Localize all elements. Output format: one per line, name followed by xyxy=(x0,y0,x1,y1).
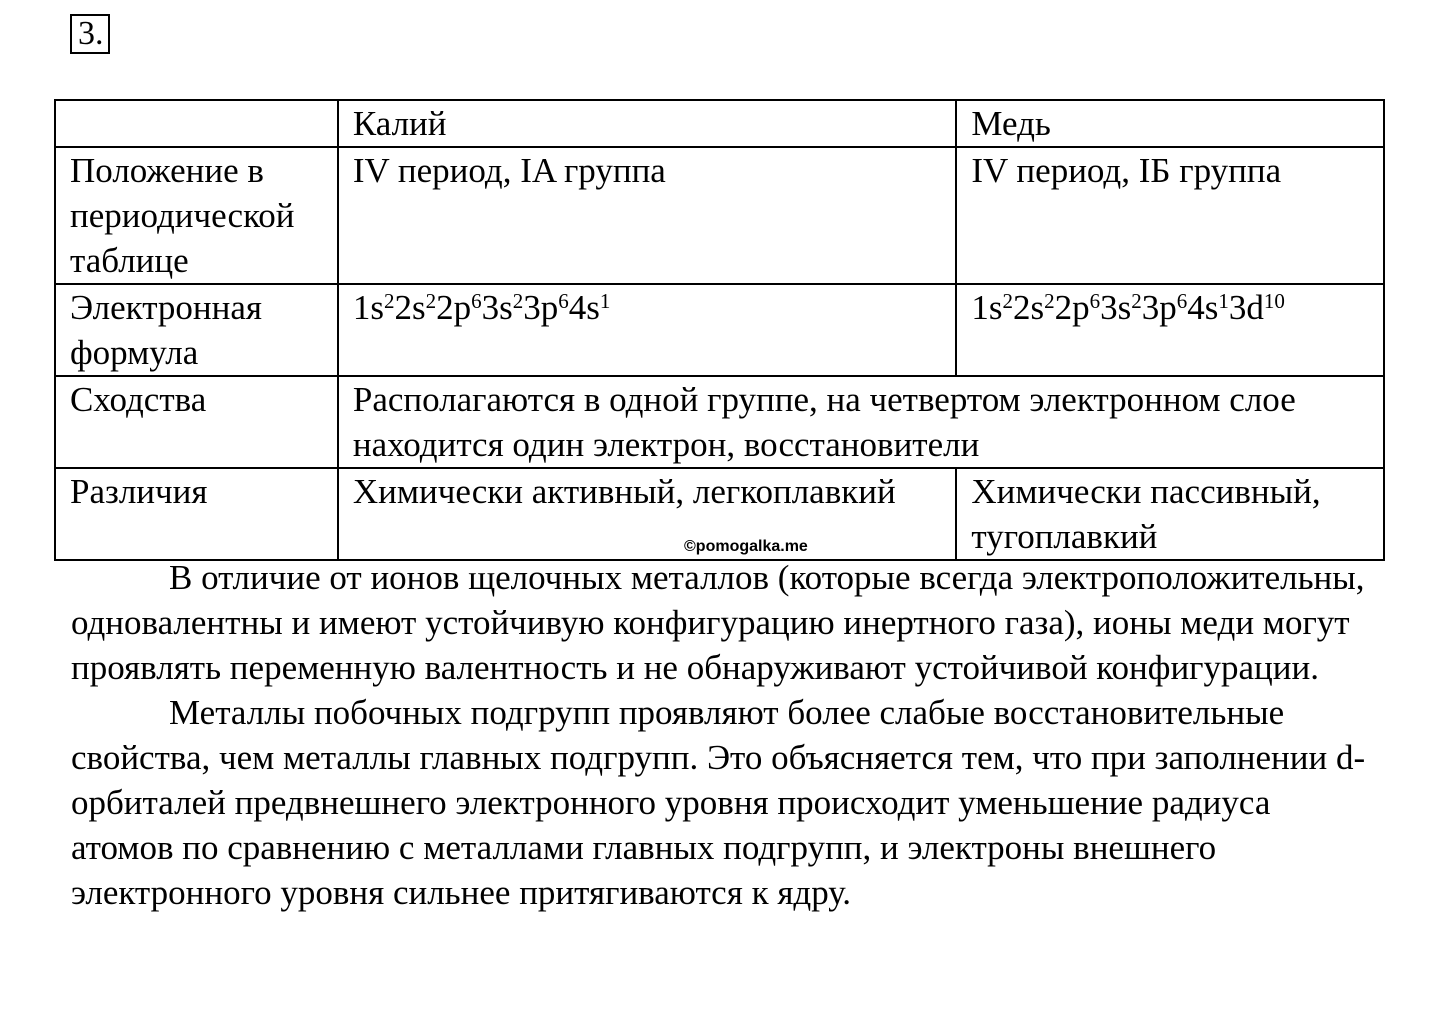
formula-electron-count: 2 xyxy=(383,289,395,314)
table-row xyxy=(55,376,1384,468)
task-number: 3. xyxy=(70,14,110,54)
formula-electron-count: 2 xyxy=(1044,289,1055,314)
formula-electron-count: 10 xyxy=(1263,289,1285,314)
paragraph: В отличие от ионов щелочных металлов (которые всегда электроположительны, одновалентны и имеют устойчивую конфигурацию инертного газа), ионы меди могут проявлять переменную валентность и не обнаруживают устойчивой конфигурации. xyxy=(71,558,1365,687)
formula-electron-count: 2 xyxy=(512,289,524,314)
body-text xyxy=(71,555,1371,915)
paragraph: Металлы побочных подгрупп проявляют более слабые восстановительные свойства, чем металлы главных подгрупп. Это объясняется тем, что при заполнении d-орбиталей предвнешнего электронного уровня происходит уменьшение радиуса атомов по сравнению с металлами главных подгрупп, и электроны внешнего электронного уровня сильнее притягиваются к ядру. xyxy=(71,693,1366,912)
cell-copper-differences: Химически пассивный, тугоплавкий xyxy=(956,468,1384,560)
formula-orbital: 1s xyxy=(971,288,1003,327)
cell-copper-position: IV период, IБ группа xyxy=(956,147,1384,284)
formula-electron-count: 2 xyxy=(1131,289,1142,314)
cell-copper-formula xyxy=(956,284,1384,376)
cell-potassium-formula xyxy=(338,284,957,376)
formula-orbital: 3s xyxy=(1100,288,1132,327)
table-row xyxy=(55,284,1384,376)
formula-orbital: 2s xyxy=(394,288,426,327)
formula-orbital: 2p xyxy=(436,288,472,327)
formula-orbital: 1s xyxy=(352,288,384,327)
formula-electron-count: 2 xyxy=(425,289,437,314)
row-label-formula: Электронная формула xyxy=(55,284,338,376)
formula-orbital: 2p xyxy=(1054,288,1090,327)
watermark: ©pomogalka.me xyxy=(684,538,808,555)
row-label-differences: Различия xyxy=(55,468,338,560)
formula-orbital: 3d xyxy=(1228,288,1264,327)
formula-electron-count: 6 xyxy=(1176,289,1188,314)
formula-orbital: 4s xyxy=(568,288,600,327)
formula-orbital: 3p xyxy=(523,288,559,327)
comparison-table xyxy=(54,99,1385,561)
formula-electron-count: 6 xyxy=(558,289,569,314)
formula-orbital: 2s xyxy=(1013,288,1045,327)
table-row xyxy=(55,147,1384,284)
formula-electron-count: 6 xyxy=(1089,289,1101,314)
cell-potassium-position: IV период, IA группа xyxy=(338,147,957,284)
header-empty-cell xyxy=(55,100,338,147)
formula-orbital: 4s xyxy=(1187,288,1219,327)
formula-electron-count: 2 xyxy=(1002,289,1013,314)
header-copper: Медь xyxy=(956,100,1384,147)
formula-orbital: 3s xyxy=(481,288,513,327)
header-potassium: Калий xyxy=(338,100,957,147)
formula-electron-count: 1 xyxy=(599,289,611,314)
row-label-position: Положение в периодической таблице xyxy=(55,147,338,284)
table-header-row xyxy=(55,100,1384,147)
row-label-similarities: Сходства xyxy=(55,376,338,468)
formula-electron-count: 1 xyxy=(1218,289,1229,314)
cell-similarities: Располагаются в одной группе, на четвертом электронном слое находится один электрон, восстановители xyxy=(338,376,1384,468)
cell-potassium-differences: Химически активный, легкоплавкий xyxy=(338,468,957,560)
formula-orbital: 3p xyxy=(1141,288,1177,327)
formula-electron-count: 6 xyxy=(471,289,482,314)
